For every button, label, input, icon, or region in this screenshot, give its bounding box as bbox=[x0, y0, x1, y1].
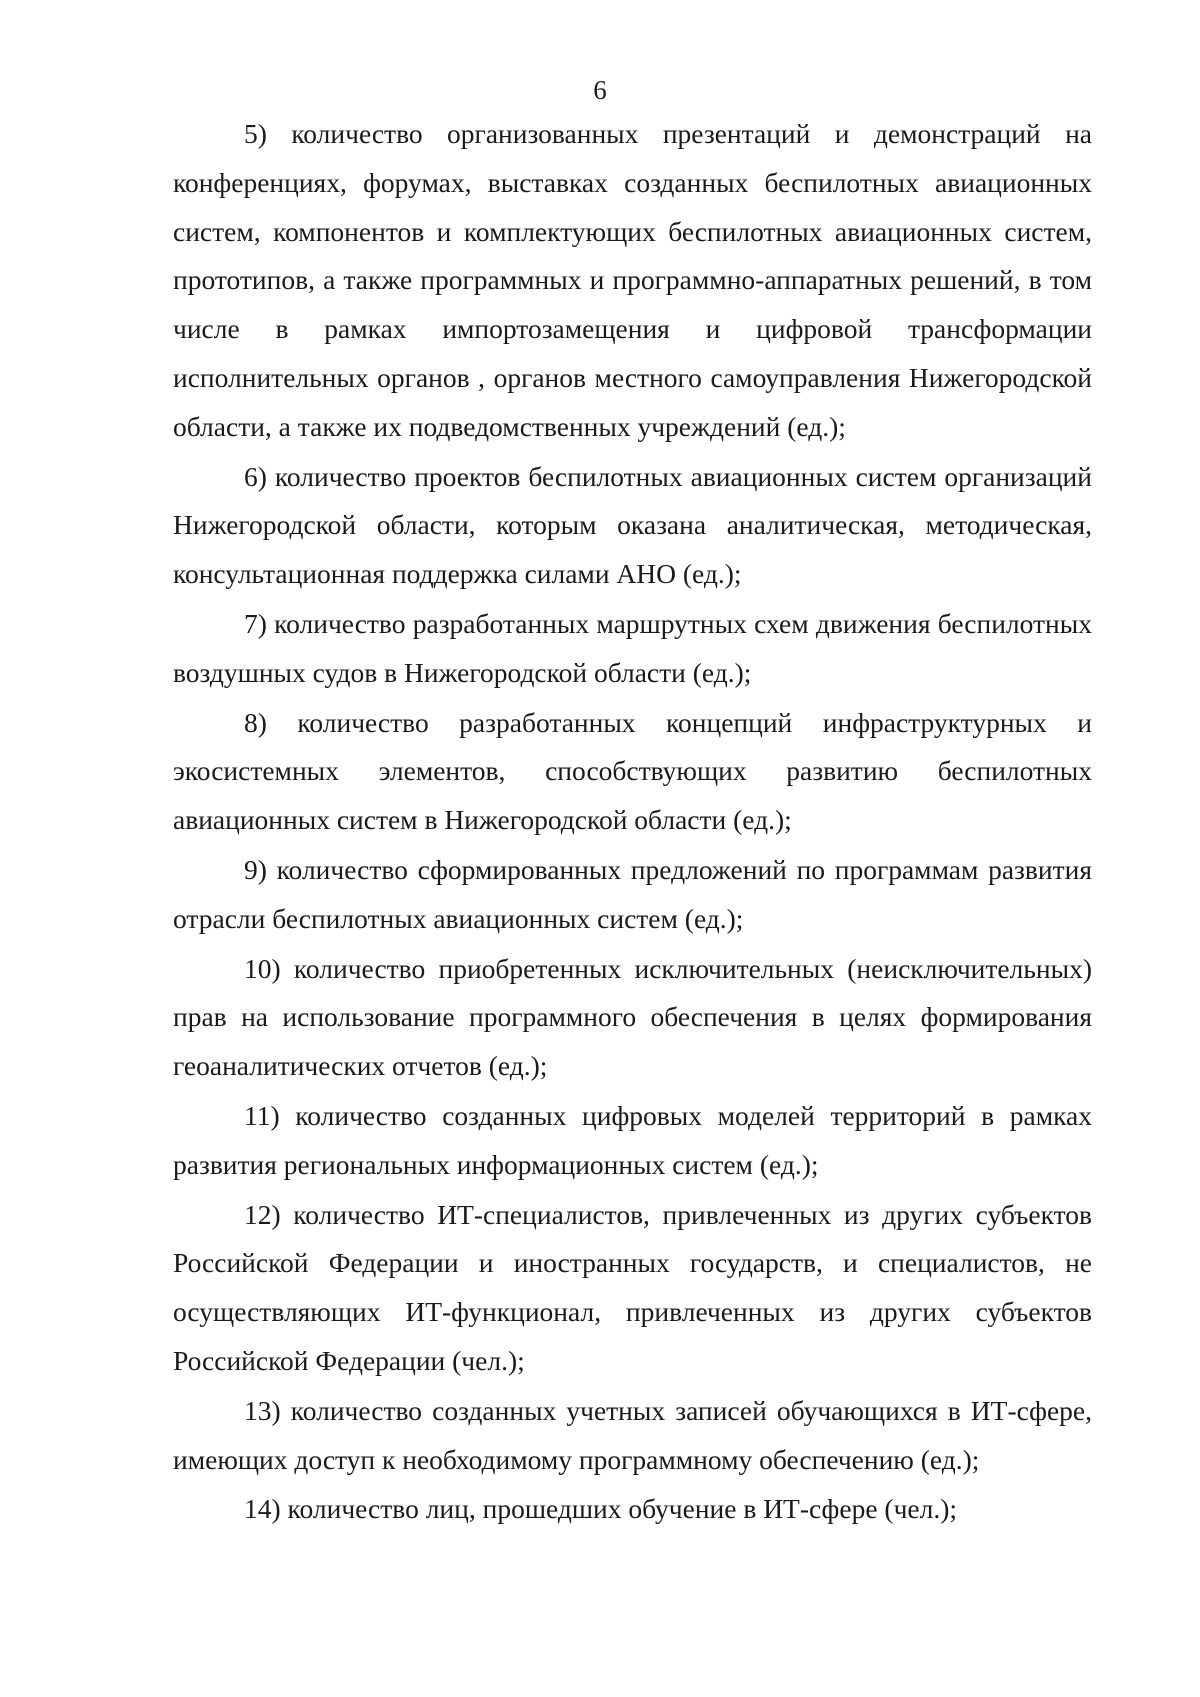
list-item-8: 8) количество разработанных концепций инфраструктурных и экосистемных элементов, способствующих развитию беспилотных авиационных систем в Нижегородской области (ед.); bbox=[173, 706, 1092, 836]
list-item-14: 14) количество лиц, прошедших обучение в ИТ-сфере (чел.); bbox=[244, 1493, 957, 1525]
list-item-12: 12) количество ИТ-специалистов, привлеченных из других субъектов Российской Федерации и иностранных государств, и специалистов, не осуществляющих ИТ-функционал, привлеченных из других субъектов Российской Федерации (чел.); bbox=[173, 1198, 1092, 1376]
list-item-10: 10) количество приобретенных исключительных (неисключительных) прав на использование программного обеспечения в целях формирования геоаналитических отчетов (ед.); bbox=[173, 952, 1092, 1082]
list-item-11: 11) количество созданных цифровых моделей территорий в рамках развития региональных информационных систем (ед.); bbox=[173, 1099, 1092, 1180]
list-item-7: 7) количество разработанных маршрутных схем движения беспилотных воздушных судов в Нижегородской области (ед.); bbox=[173, 607, 1092, 688]
list-item-6: 6) количество проектов беспилотных авиационных систем организаций Нижегородской области, которым оказана аналитическая, методическая, консультационная поддержка силами АНО (ед.); bbox=[173, 460, 1092, 590]
document-body bbox=[173, 110, 1092, 1535]
list-item-13: 13) количество созданных учетных записей обучающихся в ИТ-сфере, имеющих доступ к необходимому программному обеспечению (ед.); bbox=[173, 1394, 1092, 1475]
page-number: 6 bbox=[593, 75, 607, 105]
list-item-9: 9) количество сформированных предложений по программам развития отрасли беспилотных авиационных систем (ед.); bbox=[173, 853, 1092, 934]
list-item-5: 5) количество организованных презентаций и демонстраций на конференциях, форумах, выставках созданных беспилотных авиационных систем, компонентов и комплектующих беспилотных авиационных систем, прототипов, а также программных и программно-аппаратных решений, в том числе в рамках импортозамещения и цифровой трансформации исполнительных органов , органов местного самоуправления Нижегородской области, а также их подведомственных учреждений (ед.); bbox=[173, 118, 1092, 442]
